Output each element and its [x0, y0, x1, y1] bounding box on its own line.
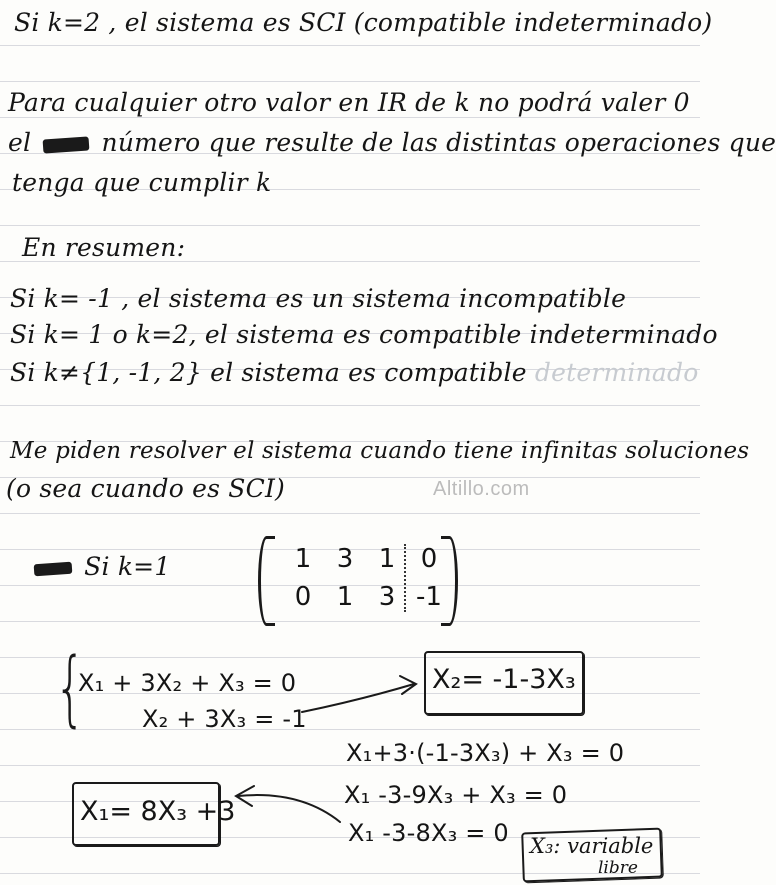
solve-request: Me piden resolver el sistema cuando tiene infinitas soluciones	[10, 438, 750, 464]
summary-incompatible: Si k= -1 , el sistema es un sistema incompatible	[10, 284, 627, 313]
line-must-satisfy: tenga que cumplir k	[12, 168, 272, 197]
substitution-step-1: X₁+3·(-1-3X₃) + X₃ = 0	[346, 739, 625, 767]
solve-request-clarification: (o sea cuando es SCI)	[6, 474, 285, 503]
summary-compatible-text: Si k≠{1, -1, 2} el sistema es compatible	[10, 358, 527, 387]
summary-indeterminate: Si k= 1 o k=2, el sistema es compatible indeterminado	[10, 320, 718, 349]
system-equation-1: X₁ + 3X₂ + X₃ = 0	[78, 669, 297, 697]
matrix-cell: 1	[336, 582, 354, 612]
watermark: Altillo.com	[433, 478, 530, 500]
system-equation-2: X₂ + 3X₃ = -1	[142, 705, 307, 733]
matrix-cell: 0	[294, 582, 312, 612]
matrix-cell: 1	[378, 544, 396, 574]
line-other-values: Para cualquier otro valor en IR de k no podrá valer 0	[8, 88, 690, 117]
x2-result: X₂= -1-3X₃	[432, 664, 576, 695]
substitution-step-3: X₁ -3-8X₃ = 0	[348, 819, 509, 847]
line-number-result-rest: número que resulte de las distintas operaciones que	[101, 128, 776, 157]
matrix-cell: -1	[416, 582, 442, 612]
case-k-equals-1-label: Si k=1	[84, 552, 171, 581]
free-variable-label: X₃: variable	[530, 834, 654, 858]
arrow-to-x1-icon	[236, 786, 340, 822]
line-number-result-start: el	[8, 128, 32, 157]
substitution-step-2: X₁ -3-9X₃ + X₃ = 0	[344, 781, 568, 809]
line-sci-statement: Si k=2 , el sistema es SCI (compatible indeterminado)	[14, 8, 713, 37]
free-variable-label-2: libre	[598, 858, 638, 878]
matrix-cell: 0	[420, 544, 438, 574]
x1-result: X₁= 8X₃ +3	[80, 796, 236, 827]
matrix-cell: 3	[336, 544, 354, 574]
arrow-to-x2-icon	[302, 676, 416, 712]
faded-bleedthrough-word: determinado	[534, 358, 699, 387]
system-brace: {	[54, 641, 86, 736]
matrix-cell: 1	[294, 544, 312, 574]
matrix-cell: 3	[378, 582, 396, 612]
summary-heading: En resumen:	[22, 233, 186, 262]
